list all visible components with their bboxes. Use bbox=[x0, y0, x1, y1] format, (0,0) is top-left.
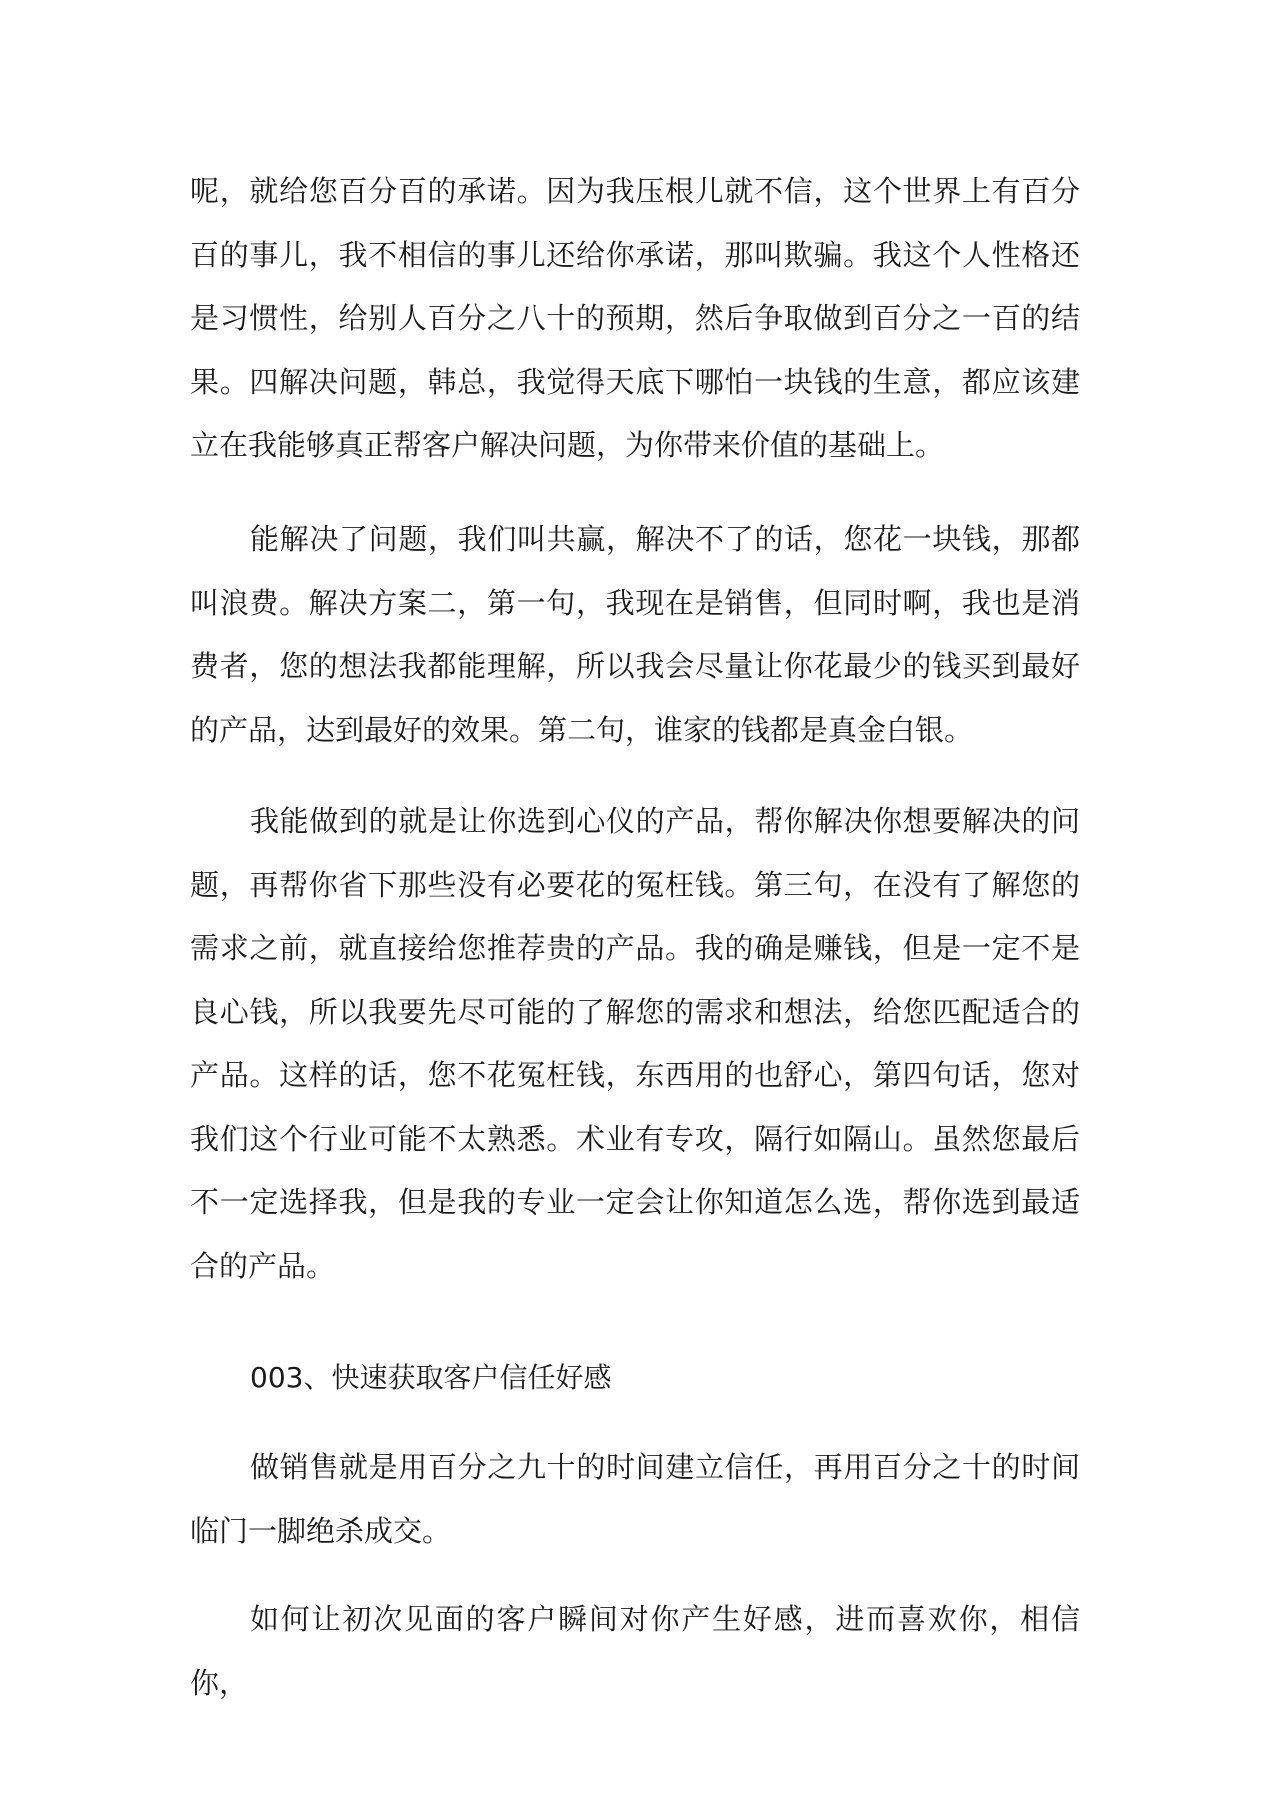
paragraph-5: 如何让初次见面的客户瞬间对你产生好感，进而喜欢你，相信你， bbox=[190, 1602, 1080, 1700]
paragraph-3: 我能做到的就是让你选到心仪的产品，帮你解决你想要解决的问题，再帮你省下那些没有必要花的冤枉钱。第三句，在没有了解您的需求之前，就直接给您推荐贵的产品。我的确是赚钱，但是一定不是良心钱，所以我要先尽可能的了解您的需求和想法，给您匹配适合的产品。这样的话，您不花冤枉钱，东西用的也舒心，第四句话，您对我们这个行业可能不太熟悉。术业有专攻，隔行如隔山。虽然您最后不一定选择我，但是我的专业一定会让你知道怎么选，帮你选到最适合的产品。 bbox=[190, 804, 1080, 1283]
section-heading: 003、快速获取客户信任好感 bbox=[250, 1361, 612, 1394]
paragraph-1: 呢，就给您百分百的承诺。因为我压根儿就不信，这个世界上有百分百的事儿，我不相信的事儿还给你承诺，那叫欺骗。我这个人性格还是习惯性，给别人百分之八十的预期，然后争取做到百分之一百的结果。四解决问题，韩总，我觉得天底下哪怕一块钱的生意，都应该建立在我能够真正帮客户解决问题，为你带来价值的基础上。 bbox=[190, 174, 1080, 462]
paragraph-2: 能解决了问题，我们叫共赢，解决不了的话，您花一块钱，那都叫浪费。解决方案二，第一句，我现在是销售，但同时啊，我也是消费者，您的想法我都能理解，所以我会尽量让你花最少的钱买到最好的产品，达到最好的效果。第二句，谁家的钱都是真金白银。 bbox=[190, 522, 1080, 747]
paragraph-4: 做销售就是用百分之九十的时间建立信任，再用百分之十的时间临门一脚绝杀成交。 bbox=[190, 1450, 1080, 1548]
